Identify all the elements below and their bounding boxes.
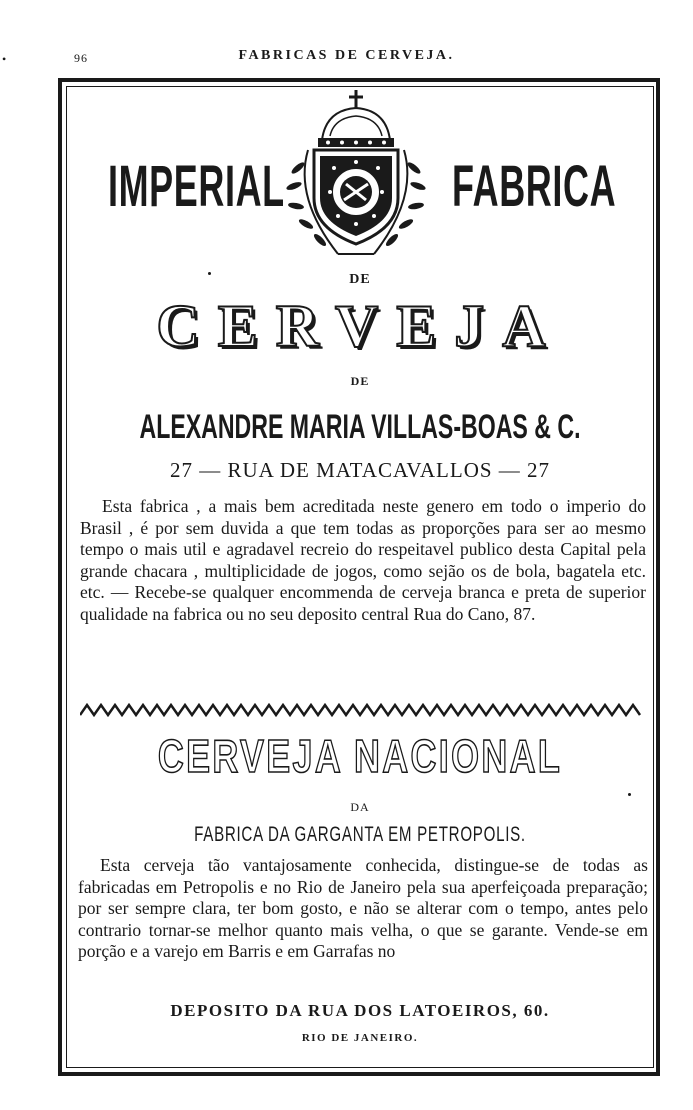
fabrica-subtitle: FABRICA DA GARGANTA EM PETROPOLIS. <box>194 823 526 846</box>
advert1-body <box>80 496 646 625</box>
stray-dot <box>208 272 211 275</box>
company-name: ALEXANDRE MARIA VILLAS-BOAS & C. <box>139 408 581 446</box>
address-line: 27 — RUA DE MATACAVALLOS — 27 <box>169 458 551 482</box>
advert1-body-text: Esta fabrica , a mais bem acreditada neste genero em todo o imperio do Brasil , é por sem duvida a que tem todas as proporções para ser ao mesmo tempo o mais util e agradavel recreio do respeitavel publico desta Capital pela grande chacara , multiplicidade de jogos, como sejão os de bola, bagatela etc. etc. — Recebe-se qualquer encommenda de cerveja branca e preta de superior qualidade na fabrica ou no seu deposito central Rua do Cano, 87. <box>80 496 646 624</box>
city-line: RIO DE JANEIRO. <box>301 1032 419 1044</box>
headword-fabrica: FABRICA <box>452 154 617 219</box>
zigzag-divider <box>80 703 646 717</box>
stray-dot <box>628 793 631 796</box>
de-label-1: DE <box>349 272 371 287</box>
cerveja-nacional-title: CERVEJA NACIONAL <box>157 730 563 782</box>
stray-dot: • <box>2 52 7 66</box>
deposito-line: DEPOSITO DA RUA DOS LATOEIROS, 60. <box>170 1001 550 1020</box>
advert2-body <box>78 855 648 963</box>
cerveja-title: CERVEJA <box>156 293 564 359</box>
imperial-crest-icon <box>276 88 436 266</box>
headword-imperial: IMPERIAL <box>108 154 285 219</box>
running-title: FABRICAS DE CERVEJA. <box>238 48 455 63</box>
da-label: DA <box>350 800 370 814</box>
page-number: 96 <box>74 51 88 65</box>
advert2-body-text: Esta cerveja tão vantajosamente conhecida, distingue-se de todas as fabricadas em Petropolis e no Rio de Janeiro pela sua aperfeiçoada preparação; por ser sempre clara, ter bom gosto, e não se alterar com o tempo, antes pelo contrario tornar-se melhor quanto mais velha, o que se garante. Vende-se em porção e a varejo em Barris e em Garrafas no <box>78 855 648 961</box>
de-label-2: DE <box>350 374 370 388</box>
